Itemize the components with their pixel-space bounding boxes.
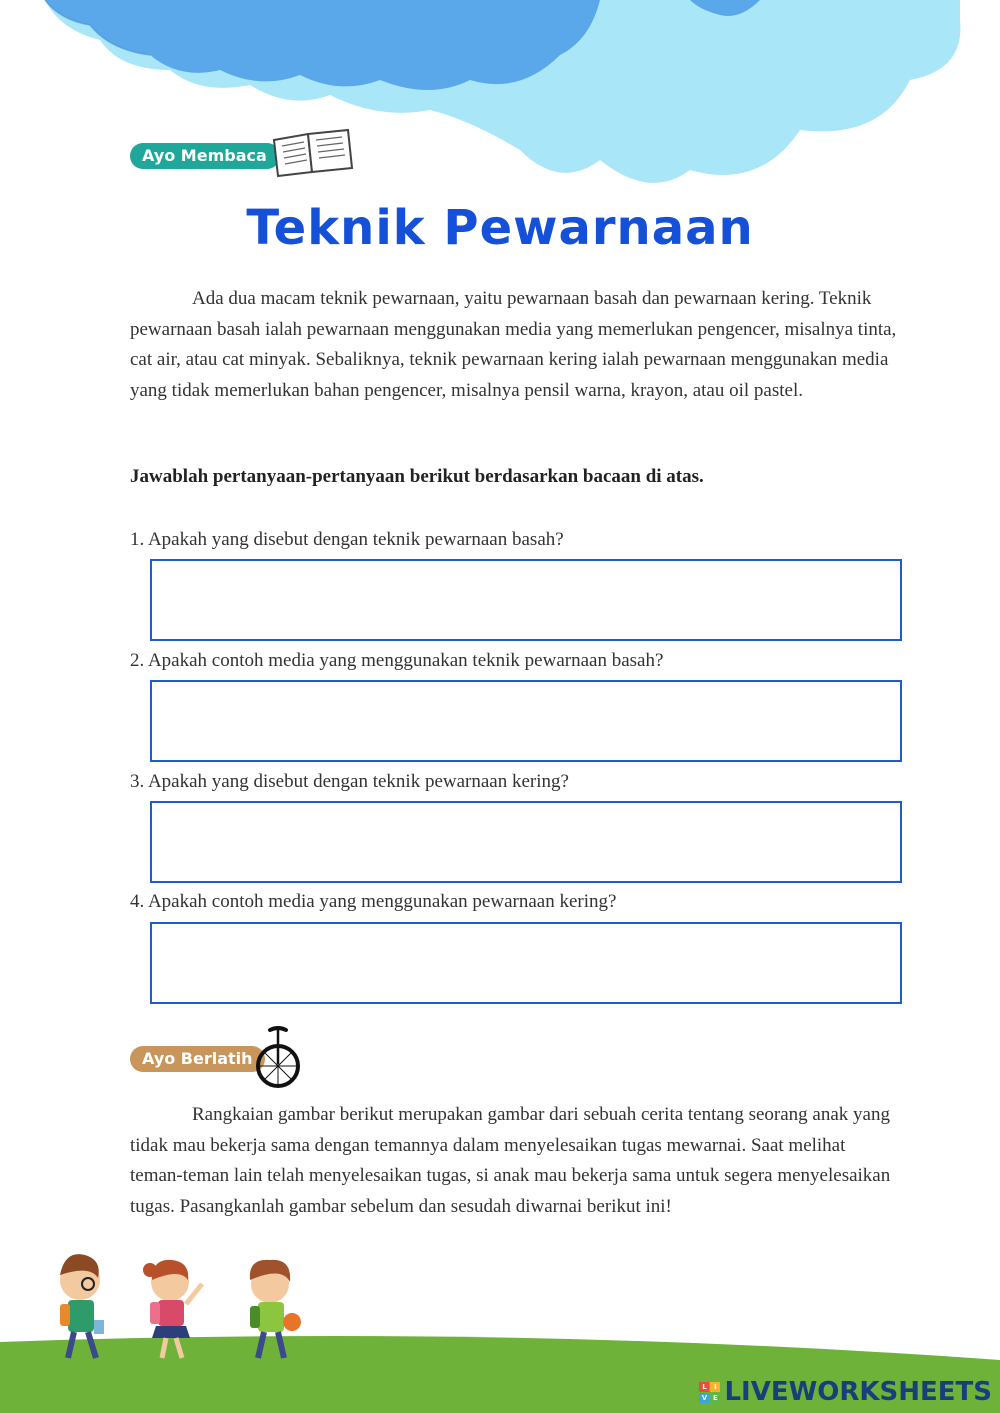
unicycle-icon	[252, 1024, 304, 1090]
cloud-header-decoration	[0, 0, 1000, 200]
intro-paragraph: Ada dua macam teknik pewarnaan, yaitu pewarnaan basah dan pewarnaan kering. Teknik pewarnaan basah ialah pewarnaan menggunakan media yang memerlukan pengencer, misalnya tinta, cat air, atau cat minyak. Sebaliknya, teknik pewarnaan kering ialah pewarnaan menggunakan media yang tidak memerlukan bahan pengencer, misalnya pensil warna, krayon, atau oil pastel.	[130, 288, 897, 401]
answer-box-1[interactable]	[150, 559, 902, 641]
practice-paragraph: Rangkaian gambar berikut merupakan gambar dari sebuah cerita tentang seorang anak yang tidak mau bekerja sama dengan temannya dalam menyelesaikan tugas mewarnai. Saat melihat teman-teman lain telah menyelesaikan tugas, si anak mau bekerja sama untuk segera menyelesaikan tugas. Pasangkanlah gambar sebelum dan sesudah diwarnai berikut ini!	[130, 1104, 891, 1217]
question-2: 2. Apakah contoh media yang menggunakan teknik pewarnaan basah?	[130, 650, 664, 671]
children-walking-illustration	[40, 1240, 320, 1370]
ayo-berlatih-label: Ayo Berlatih	[142, 1049, 253, 1068]
liveworksheets-logo	[699, 1377, 992, 1407]
question-4: 4. Apakah contoh media yang menggunakan pewarnaan kering?	[130, 891, 617, 912]
page-title: Teknik Pewarnaan	[246, 200, 754, 256]
ayo-membaca-label: Ayo Membaca	[142, 146, 267, 165]
answer-box-4[interactable]	[150, 922, 902, 1004]
answer-box-2[interactable]	[150, 680, 902, 762]
question-1: 1. Apakah yang disebut dengan teknik pewarnaan basah?	[130, 529, 564, 550]
ayo-berlatih-badge	[130, 1046, 265, 1072]
question-3: 3. Apakah yang disebut dengan teknik pewarnaan kering?	[130, 771, 569, 792]
liveworksheets-mark-icon: L I V E	[699, 1382, 720, 1403]
answer-box-3[interactable]	[150, 801, 902, 883]
ayo-membaca-badge	[130, 143, 280, 169]
instruction-text: Jawablah pertanyaan-pertanyaan berikut berdasarkan bacaan di atas.	[130, 466, 704, 487]
open-book-icon	[268, 128, 356, 180]
liveworksheets-logo-text: LIVEWORKSHEETS	[724, 1377, 992, 1407]
